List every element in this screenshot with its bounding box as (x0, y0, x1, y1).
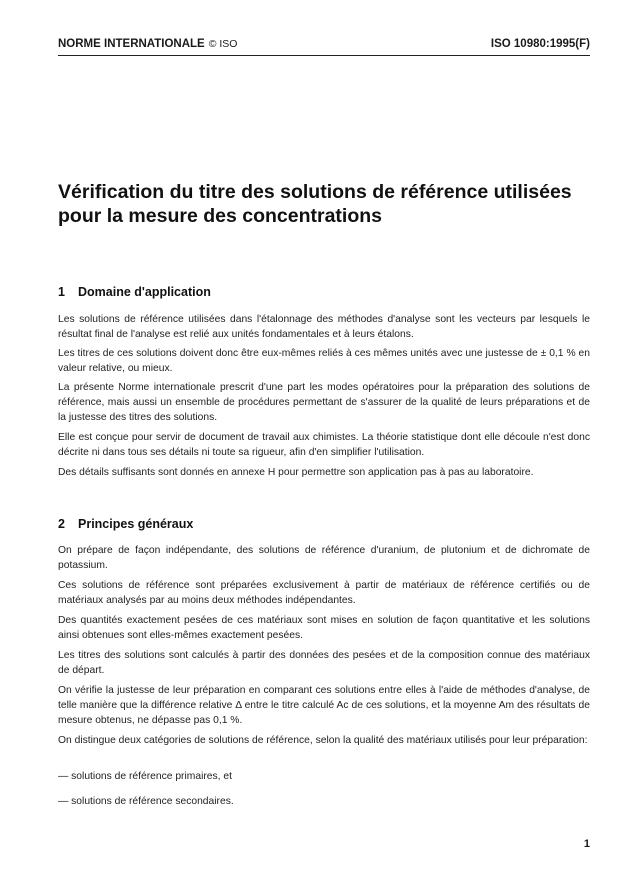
section-1-paragraph-2: Les titres de ces solutions doivent donc être eux-mêmes reliés à ces mêmes unités avec une justesse de ± 0,1 % en valeur relative, ou mieux. (58, 348, 590, 374)
section-2-paragraph-2: Ces solutions de référence sont préparées exclusivement à partir de matériaux de référence certifiés ou de matériaux analysés par au moins deux méthodes indépendantes. (58, 580, 590, 606)
section-2-paragraph-3: Des quantités exactement pesées de ces matériaux sont mises en solution de façon quantitative et les solutions ainsi obtenues sont elles-mêmes exactement pesées. (58, 615, 590, 641)
section-2-paragraph-1: On prépare de façon indépendante, des solutions de référence d'uranium, de plutonium et de dichromate de potassium. (58, 545, 590, 571)
section-1-heading (58, 285, 211, 299)
page-header (58, 36, 590, 52)
list-item-secondary: — solutions de référence secondaires. (58, 796, 234, 807)
document-title: Vérification du titre des solutions de référence utilisées pour la mesure des concentrations (58, 181, 572, 227)
section-1-paragraph-4: Elle est conçue pour servir de document de travail aux chimistes. La théorie statistique dont elle découle n'est donc décrite ni dans tous ses détails ni toute sa rigueur, afin d'en simplifier l'utilisation. (58, 432, 590, 458)
section-1-number: 1 (58, 285, 65, 299)
section-1-paragraph-3: La présente Norme internationale prescrit d'une part les modes opératoires pour la préparation des solutions de référence, mais aussi un ensemble de procédures permettant de s'assurer de la qualité de leurs préparations et de la justesse des titres des solutions. (58, 382, 590, 423)
section-1-title: Domaine d'application (78, 285, 211, 299)
header-rule (58, 55, 590, 56)
section-2-heading (58, 517, 193, 531)
standard-type: NORME INTERNATIONALE (58, 38, 205, 50)
header-left (58, 38, 237, 50)
copyright-notice: © ISO (208, 38, 238, 50)
section-2-paragraph-5: On vérifie la justesse de leur préparation en comparant ces solutions entre elles à l'aide de méthodes d'analyse, de telle manière que la différence relative Δ entre le titre calculé Ac de ces solutions, et la moyenne Am des résultats de mesure obtenus, ne dépasse pas 0,1 %. (58, 685, 590, 726)
section-1-paragraph-1: Les solutions de référence utilisées dans l'étalonnage des méthodes d'analyse sont les vecteurs par lesquels le résultat final de l'analyse est relié aux unités fondamentales et à leurs étalons. (58, 314, 590, 340)
list-item-primary: — solutions de référence primaires, et (58, 771, 232, 782)
section-2-title: Principes généraux (78, 517, 194, 531)
section-2-number: 2 (58, 517, 65, 531)
page-number: 1 (583, 838, 590, 850)
section-2-paragraph-6: On distingue deux catégories de solutions de référence, selon la qualité des matériaux utilisés pour leur préparation: (58, 735, 588, 746)
section-2-paragraph-4: Les titres des solutions sont calculés à partir des données des pesées et de la composition connue des matériaux de départ. (58, 650, 590, 676)
section-1-paragraph-5: Des détails suffisants sont donnés en annexe H pour permettre son application pas à pas au laboratoire. (58, 467, 534, 478)
standard-code: ISO 10980:1995(F) (490, 38, 590, 50)
